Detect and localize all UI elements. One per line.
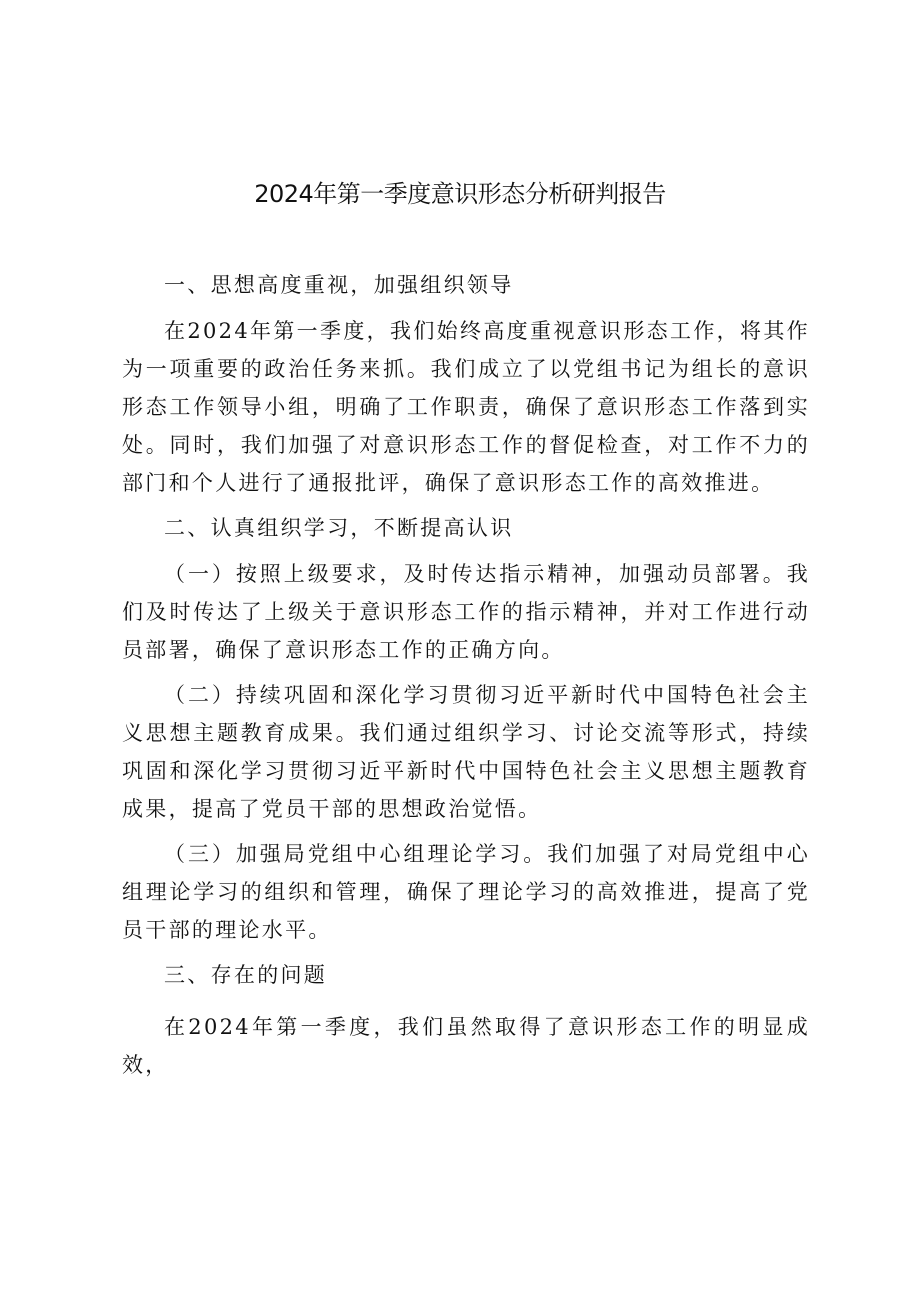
section-heading-1: 一、思想高度重视，加强组织领导 <box>164 273 514 297</box>
body-paragraph-1: 在2024年第一季度，我们始终高度重视意识形态工作，将其作为一项重要的政治任务来抓。我们成立了以党组书记为组长的意识形态工作领导小组，明确了工作职责，确保了意识形态工作落到实处。同时，我们加强了对意识形态工作的督促检查，对工作不力的部门和个人进行了通报批评，确保了意识形态工作的高效推进。 <box>122 319 810 495</box>
body-paragraph-4: （三）加强局党组中心组理论学习。我们加强了对局党组中心组理论学习的组织和管理，确保了理论学习的高效推进，提高了党员干部的理论水平。 <box>122 842 810 942</box>
body-paragraph-3: （二）持续巩固和深化学习贯彻习近平新时代中国特色社会主义思想主题教育成果。我们通过组织学习、讨论交流等形式，持续巩固和深化学习贯彻习近平新时代中国特色社会主义思想主题教育成果，提高了党员干部的思想政治觉悟。 <box>122 683 810 821</box>
document-title: 2024年第一季度意识形态分析研判报告 <box>254 180 666 208</box>
document-body <box>122 266 810 1091</box>
section-heading-2: 二、认真组织学习，不断提高认识 <box>164 516 514 540</box>
section-heading-3: 三、存在的问题 <box>164 963 328 987</box>
body-paragraph-5: 在2024年第一季度，我们虽然取得了意识形态工作的明显成效， <box>122 1015 810 1077</box>
body-paragraph-2: （一）按照上级要求，及时传达指示精神，加强动员部署。我们及时传达了上级关于意识形态工作的指示精神，并对工作进行动员部署，确保了意识形态工作的正确方向。 <box>122 562 810 662</box>
